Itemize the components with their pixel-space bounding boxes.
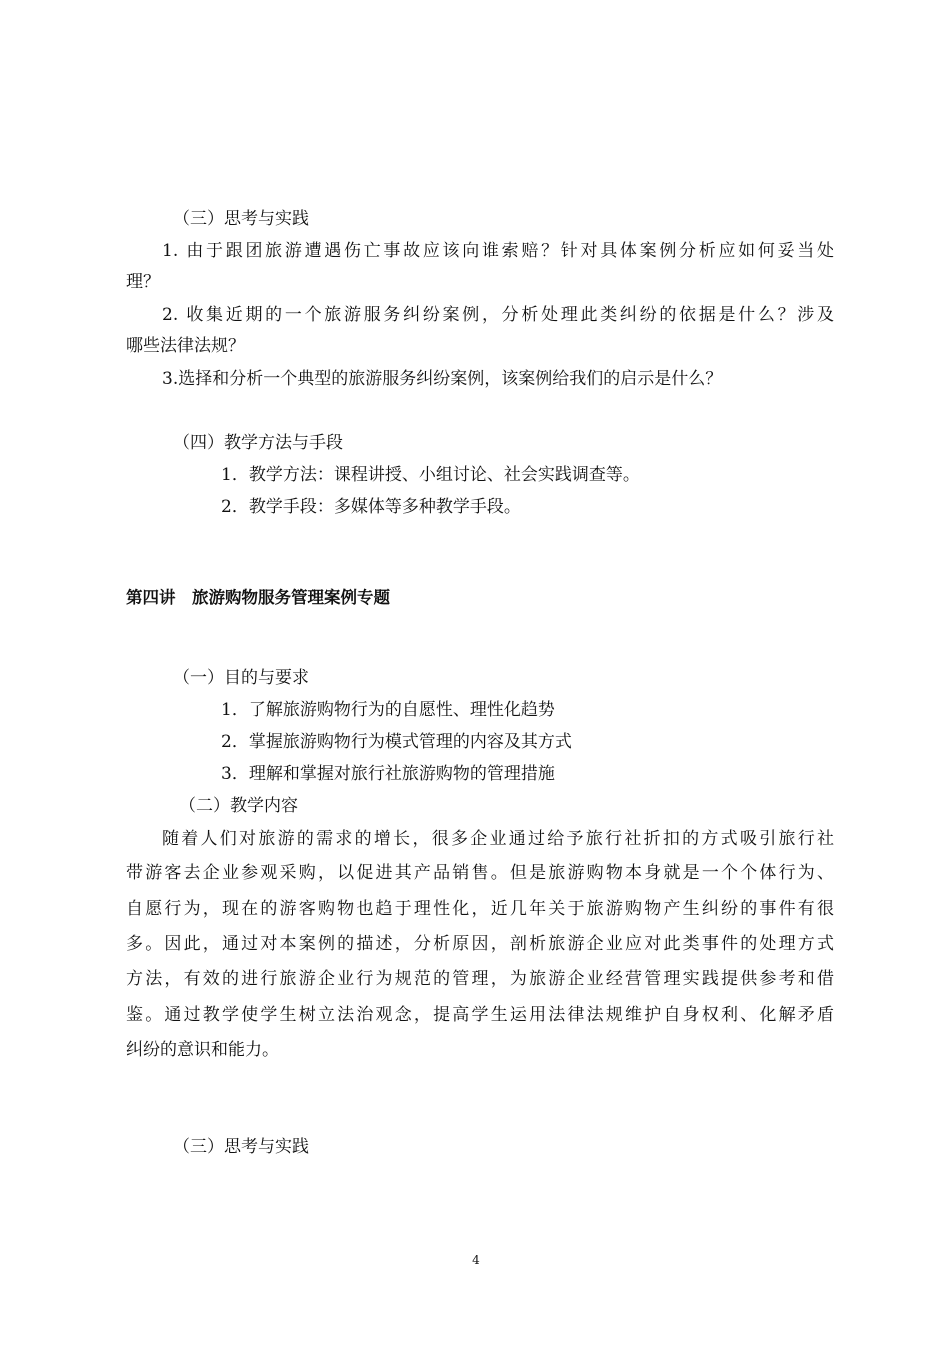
content-paragraph-line: 纠纷的意识和能力。 (126, 1040, 279, 1060)
section-heading-think-practice: （三）思考与实践 (173, 209, 309, 229)
question-1-line-1: 1. 由于跟团旅游遭遇伤亡事故应该向谁索赔？针对具体案例分析应如何妥当处 (162, 241, 834, 261)
content-paragraph-line: 多。因此，通过对本案例的描述，分析原因，剖析旅游企业应对此类事件的处理方式 (126, 934, 834, 954)
goal-item-3: 3．理解和掌握对旅行社旅游购物的管理措施 (221, 764, 555, 784)
page-number: 4 (472, 1253, 480, 1267)
teaching-method-item: 1．教学方法：课程讲授、小组讨论、社会实践调查等。 (221, 465, 640, 485)
question-3: 3.选择和分析一个典型的旅游服务纠纷案例，该案例给我们的启示是什么？ (162, 369, 723, 389)
content-paragraph-line: 自愿行为，现在的游客购物也趋于理性化，近几年关于旅游购物产生纠纷的事件有很 (126, 899, 834, 919)
section-heading-content: （二）教学内容 (179, 796, 298, 816)
goal-item-2: 2．掌握旅游购物行为模式管理的内容及其方式 (221, 732, 572, 752)
question-2-line-1: 2. 收集近期的一个旅游服务纠纷案例，分析处理此类纠纷的依据是什么？涉及 (162, 305, 834, 325)
section-heading-teaching-methods: （四）教学方法与手段 (173, 433, 343, 453)
content-paragraph-line: 带游客去企业参观采购，以促进其产品销售。但是旅游购物本身就是一个个体行为、 (126, 863, 834, 883)
question-1-line-2: 理？ (126, 272, 160, 292)
question-2-line-2: 哪些法律法规？ (126, 336, 245, 356)
lecture-title: 第四讲 旅游购物服务管理案例专题 (126, 588, 390, 607)
section-heading-goals: （一）目的与要求 (173, 668, 309, 688)
content-paragraph-line: 方法，有效的进行旅游企业行为规范的管理，为旅游企业经营管理实践提供参考和借 (126, 969, 834, 989)
teaching-means-item: 2．教学手段：多媒体等多种教学手段。 (221, 497, 521, 517)
section-heading-think-practice-2: （三）思考与实践 (173, 1137, 309, 1157)
content-paragraph-line: 随着人们对旅游的需求的增长，很多企业通过给予旅行社折扣的方式吸引旅行社 (162, 829, 834, 849)
content-paragraph-line: 鉴。通过教学使学生树立法治观念，提高学生运用法律法规维护自身权利、化解矛盾 (126, 1005, 834, 1025)
goal-item-1: 1．了解旅游购物行为的自愿性、理性化趋势 (221, 700, 555, 720)
